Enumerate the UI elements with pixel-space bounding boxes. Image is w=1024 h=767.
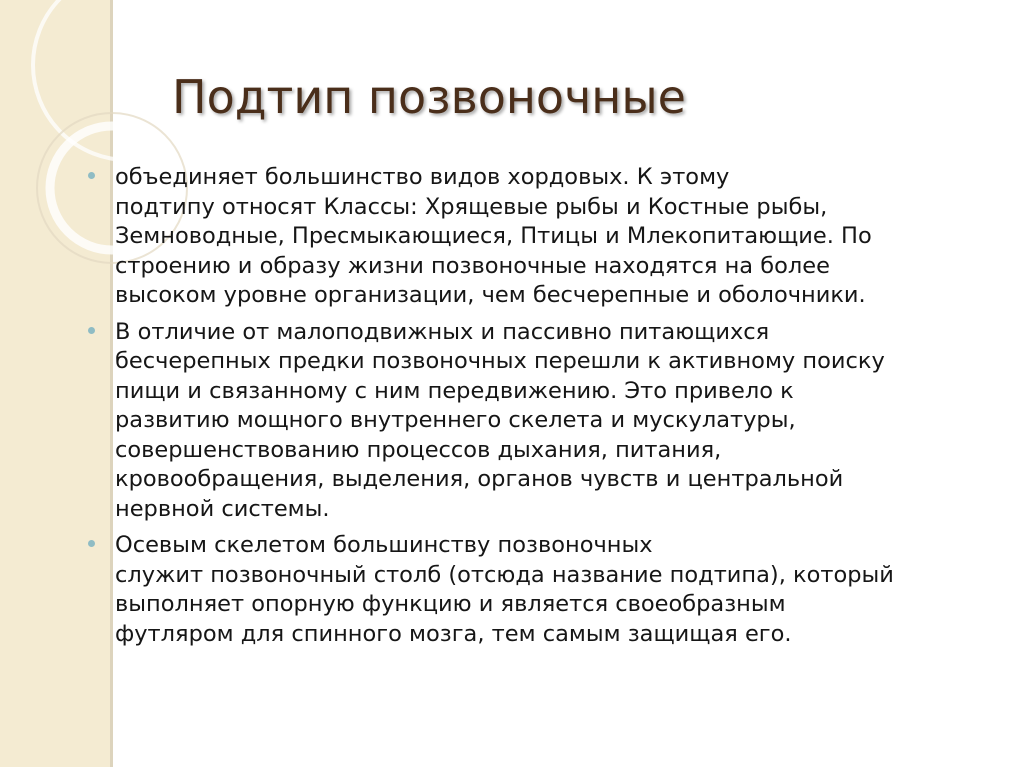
bullet-text: Осевым скелетом большинству позвоночных служит позвоночный столб (отсюда название подтипа), который выполняет опорную функцию и является своеобразным футляром для спинного мозга, тем самым защищая его. <box>115 532 894 647</box>
bullet-dot-icon <box>88 327 95 334</box>
bullet-list <box>88 163 1000 656</box>
bullet-dot-icon <box>88 172 95 179</box>
slide-title: Подтип позвоночные <box>172 70 686 124</box>
bullet-text: объединяет большинство видов хордовых. К этому подтипу относят Классы: Хрящевые рыбы и Костные рыбы, Земноводные, Пресмыкающиеся, Птицы и Млекопитающие. По строению и образу жизни позвоночные находятся на более высоком уровне организации, чем бесчерепные и оболочники. <box>115 164 872 308</box>
bullet-item <box>88 318 1000 525</box>
bullet-text: В отличие от малоподвижных и пассивно питающихся бесчерепных предки позвоночных перешли к активному поиску пищи и связанному с ним передвижению. Это привело к развитию мощного внутреннего скелета и мускулатуры, совершенствованию процессов дыхания, питания, кровообращения, выделения, органов чувств и центральной нервной системы. <box>115 318 885 522</box>
bullet-dot-icon <box>88 540 95 547</box>
bullet-item <box>88 531 1000 649</box>
bullet-item <box>88 163 1000 311</box>
